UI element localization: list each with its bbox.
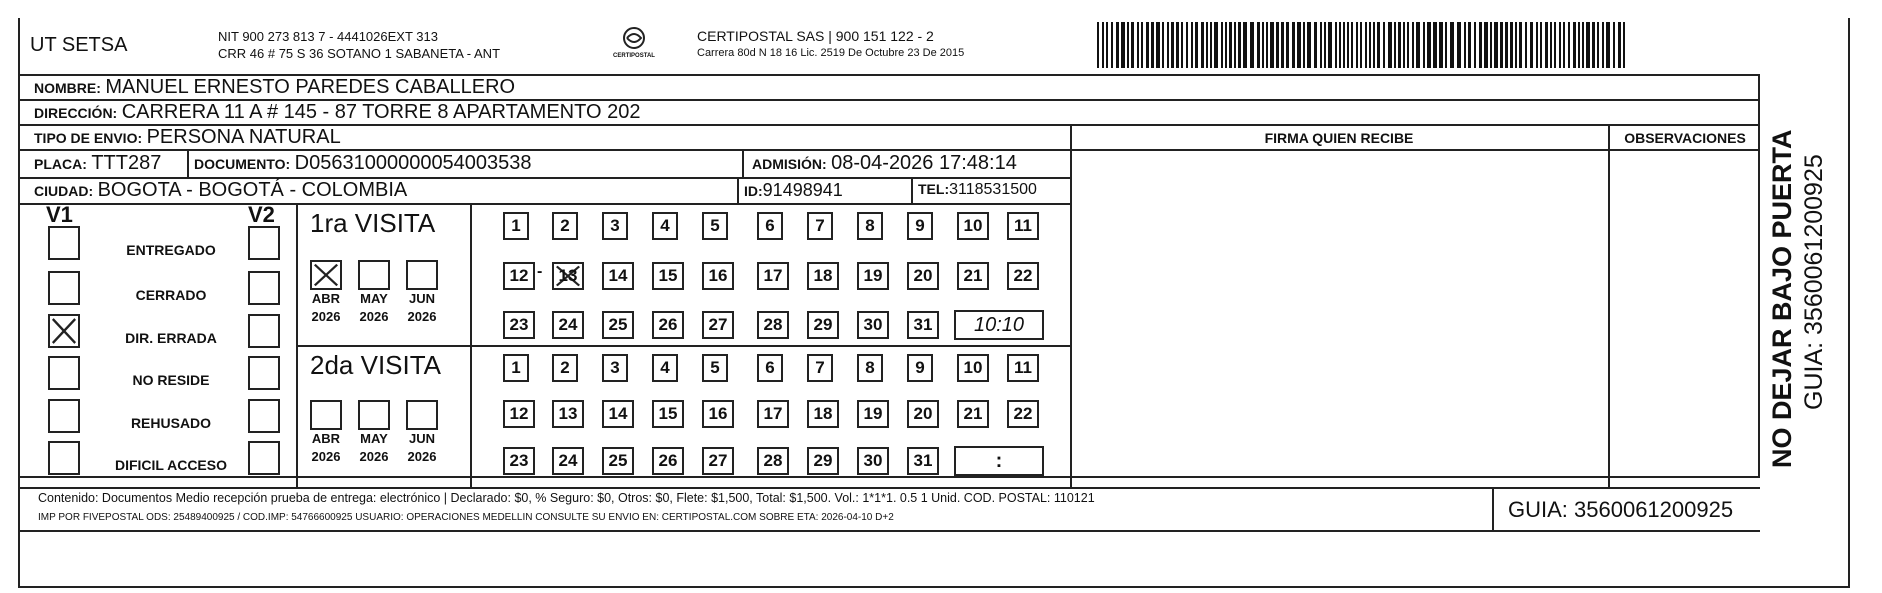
direccion-row [34, 101, 640, 124]
day-box[interactable]: 17 [757, 262, 789, 290]
day-box[interactable]: 20 [907, 400, 939, 428]
v1-label: V1 [46, 202, 73, 227]
month-caption [348, 290, 400, 326]
day-box[interactable]: 9 [907, 212, 933, 240]
day-box[interactable]: 17 [757, 400, 789, 428]
day-box[interactable]: 18 [807, 400, 839, 428]
day-box[interactable]: 2 [552, 212, 578, 240]
month-year: 2026 [407, 309, 437, 324]
day-box[interactable]: 22 [1007, 400, 1039, 428]
day-box[interactable]: 25 [602, 447, 634, 475]
status-option-label: ENTREGADO [126, 242, 216, 258]
v1-checkbox[interactable] [48, 399, 80, 433]
tipo-row [34, 126, 341, 149]
day-box[interactable]: 4 [652, 354, 678, 382]
v2-checkbox[interactable] [248, 314, 280, 348]
status-option-label: DIR. ERRADA [125, 330, 217, 346]
v1-checkbox[interactable] [48, 271, 80, 305]
day-box[interactable]: 14 [602, 400, 634, 428]
footer-line2: IMP POR FIVEPOSTAL ODS: 25489400925 / COD.IMP: 54766600925 USUARIO: OPERACIONES MEDELLIN CONSULTE SU ENVIO EN: CERTIPOSTAL.COM SOBRE ETA: 2026-04-10 D+2 [38, 512, 894, 523]
v1-checkbox[interactable] [48, 226, 80, 260]
v2-checkbox[interactable] [248, 271, 280, 305]
v1-checkbox[interactable] [48, 356, 80, 390]
day-box[interactable]: 30 [857, 311, 889, 339]
day-box[interactable]: 22 [1007, 262, 1039, 290]
documento-value: D05631000000054003538 [294, 152, 532, 174]
side-guia-text: GUIA: 3560061200925 [1800, 154, 1828, 410]
day-box[interactable]: 29 [807, 447, 839, 475]
day-box[interactable]: 16 [702, 262, 734, 290]
month-caption [396, 290, 448, 326]
day-box[interactable]: 3 [602, 354, 628, 382]
placa-cell [34, 152, 161, 175]
ciudad-label: CIUDAD: [34, 183, 94, 199]
day-box[interactable]: 15 [652, 262, 684, 290]
day-box[interactable]: 13 [552, 400, 584, 428]
day-box[interactable]: 26 [652, 311, 684, 339]
day-box[interactable]: 26 [652, 447, 684, 475]
day-box[interactable]: 28 [757, 447, 789, 475]
v2-checkbox[interactable] [248, 226, 280, 260]
v2-checkbox[interactable] [248, 441, 280, 475]
day-box[interactable]: 21 [957, 400, 989, 428]
v1-checkbox[interactable] [48, 314, 80, 348]
month-checkbox[interactable] [406, 260, 438, 290]
day-box[interactable]: 10 [957, 212, 989, 240]
visit2-title: 2da VISITA [310, 350, 442, 380]
month-year: 2026 [359, 309, 389, 324]
month-checkbox[interactable] [310, 400, 342, 430]
day-box[interactable]: 8 [857, 212, 883, 240]
day-box[interactable]: 21 [957, 262, 989, 290]
day-box[interactable]: 6 [757, 354, 783, 382]
tel-label: TEL: [918, 181, 950, 197]
nombre-row [34, 76, 515, 99]
day-box[interactable]: 19 [857, 262, 889, 290]
v2-checkbox[interactable] [248, 356, 280, 390]
direccion-label: DIRECCIÓN: [34, 105, 118, 121]
day-box[interactable]: 1 [503, 212, 529, 240]
firma-header: FIRMA QUIEN RECIBE [1264, 130, 1414, 146]
nombre-label: NOMBRE: [34, 80, 101, 96]
month-checkbox[interactable] [358, 260, 390, 290]
day-box[interactable]: 4 [652, 212, 678, 240]
tel-cell [918, 181, 1037, 199]
dash-mark: - [537, 263, 543, 280]
visit2-time-field[interactable]: : [954, 446, 1044, 476]
v2-checkbox[interactable] [248, 399, 280, 433]
day-box[interactable]: 7 [807, 212, 833, 240]
tipo-value: PERSONA NATURAL [146, 126, 341, 148]
month-label: MAY [360, 291, 388, 306]
month-year: 2026 [359, 449, 389, 464]
day-box[interactable]: 28 [757, 311, 789, 339]
month-caption [300, 430, 352, 466]
admision-label: ADMISIÓN: [752, 156, 827, 172]
day-box[interactable]: 27 [702, 311, 734, 339]
day-box[interactable]: 16 [702, 400, 734, 428]
v2-label: V2 [248, 202, 275, 227]
status-option-label: NO RESIDE [132, 372, 210, 388]
day-box[interactable]: 23 [503, 447, 535, 475]
day-box[interactable]: 24 [552, 311, 584, 339]
day-box[interactable]: 1 [503, 354, 529, 382]
nit-line1: NIT 900 273 813 7 - 4441026EXT 313 [218, 29, 438, 44]
status-option-label: DIFICIL ACCESO [114, 457, 227, 473]
month-caption [300, 290, 352, 326]
visit1-title: 1ra VISITA [310, 208, 436, 238]
day-box[interactable]: 12 [503, 262, 535, 290]
admision-cell [752, 152, 1017, 175]
barcode [1097, 22, 1627, 68]
day-box[interactable]: 13 [552, 262, 584, 290]
documento-cell [194, 152, 532, 175]
day-box[interactable]: 31 [907, 311, 939, 339]
status-option-label: CERRADO [135, 287, 207, 303]
certipostal-line2: Carrera 80d N 18 16 Lic. 2519 De Octubre 23 De 2015 [697, 47, 965, 59]
logo-icon [619, 26, 649, 50]
month-caption [348, 430, 400, 466]
day-box[interactable]: 5 [702, 212, 728, 240]
day-box[interactable]: 2 [552, 354, 578, 382]
month-checkbox[interactable] [310, 260, 342, 290]
day-box[interactable]: 15 [652, 400, 684, 428]
placa-value: TTT287 [91, 152, 162, 174]
month-caption [396, 430, 448, 466]
day-box[interactable]: 24 [552, 447, 584, 475]
day-box[interactable]: 3 [602, 212, 628, 240]
day-box[interactable]: 5 [702, 354, 728, 382]
month-checkbox[interactable] [358, 400, 390, 430]
month-label: JUN [408, 431, 435, 446]
observaciones-header: OBSERVACIONES [1624, 130, 1746, 146]
day-box[interactable]: 14 [602, 262, 634, 290]
day-box[interactable]: 19 [857, 400, 889, 428]
visit1-time-field[interactable]: 10:10 [954, 310, 1044, 340]
company-name: UT SETSA [30, 34, 128, 56]
day-box[interactable]: 6 [757, 212, 783, 240]
day-box[interactable]: 12 [503, 400, 535, 428]
month-year: 2026 [407, 449, 437, 464]
day-box[interactable]: 23 [503, 311, 535, 339]
day-box[interactable]: 31 [907, 447, 939, 475]
nit-block [218, 28, 500, 62]
day-box[interactable]: 7 [807, 354, 833, 382]
day-box[interactable]: 27 [702, 447, 734, 475]
direccion-value: CARRERA 11 A # 145 - 87 TORRE 8 APARTAMENTO 202 [121, 101, 641, 123]
ciudad-value: BOGOTA - BOGOTÁ - COLOMBIA [97, 179, 408, 201]
logo-text: CERTIPOSTAL [613, 53, 655, 59]
day-box[interactable]: 18 [807, 262, 839, 290]
day-box[interactable]: 30 [857, 447, 889, 475]
month-label: JUN [408, 291, 435, 306]
day-box[interactable]: 29 [807, 311, 839, 339]
footer-guia: GUIA: 3560061200925 [1508, 497, 1734, 522]
certipostal-block [697, 28, 964, 62]
certipostal-line1: CERTIPOSTAL SAS | 900 151 122 - 2 [697, 28, 934, 44]
month-year: 2026 [311, 309, 341, 324]
admision-value: 08-04-2026 17:48:14 [831, 152, 1017, 174]
status-option-label: REHUSADO [130, 415, 212, 431]
month-year: 2026 [311, 449, 341, 464]
v1-checkbox[interactable] [48, 441, 80, 475]
ciudad-cell [34, 179, 407, 202]
day-box[interactable]: 8 [857, 354, 883, 382]
month-checkbox[interactable] [406, 400, 438, 430]
nombre-value: MANUEL ERNESTO PAREDES CABALLERO [105, 76, 516, 98]
id-value: 91498941 [762, 180, 843, 200]
day-box[interactable]: 11 [1007, 212, 1039, 240]
month-label: MAY [360, 431, 388, 446]
id-cell [744, 180, 843, 201]
day-box[interactable]: 25 [602, 311, 634, 339]
tel-value: 3118531500 [949, 181, 1037, 198]
month-label: ABR [311, 431, 341, 446]
no-dejar-text: NO DEJAR BAJO PUERTA [1767, 129, 1797, 468]
month-label: ABR [311, 291, 341, 306]
certipostal-logo [612, 26, 656, 59]
footer-line1: Contenido: Documentos Medio recepción prueba de entrega: electrónico | Declarado: $0, % Seguro: $0, Otros: $0, Flete: $1,500, Total: $1,500. Vol.: 1*1*1. 0.5 1 Unid. COD. POSTAL: 110121 [38, 491, 1095, 505]
nit-line2: CRR 46 # 75 S 36 SOTANO 1 SABANETA - ANT [218, 46, 501, 61]
documento-label: DOCUMENTO: [194, 156, 291, 172]
id-label: ID: [744, 183, 763, 199]
day-box[interactable]: 11 [1007, 354, 1039, 382]
tipo-label: TIPO DE ENVIO: [34, 130, 143, 146]
day-box[interactable]: 10 [957, 354, 989, 382]
day-box[interactable]: 9 [907, 354, 933, 382]
placa-label: PLACA: [34, 156, 87, 172]
day-box[interactable]: 20 [907, 262, 939, 290]
